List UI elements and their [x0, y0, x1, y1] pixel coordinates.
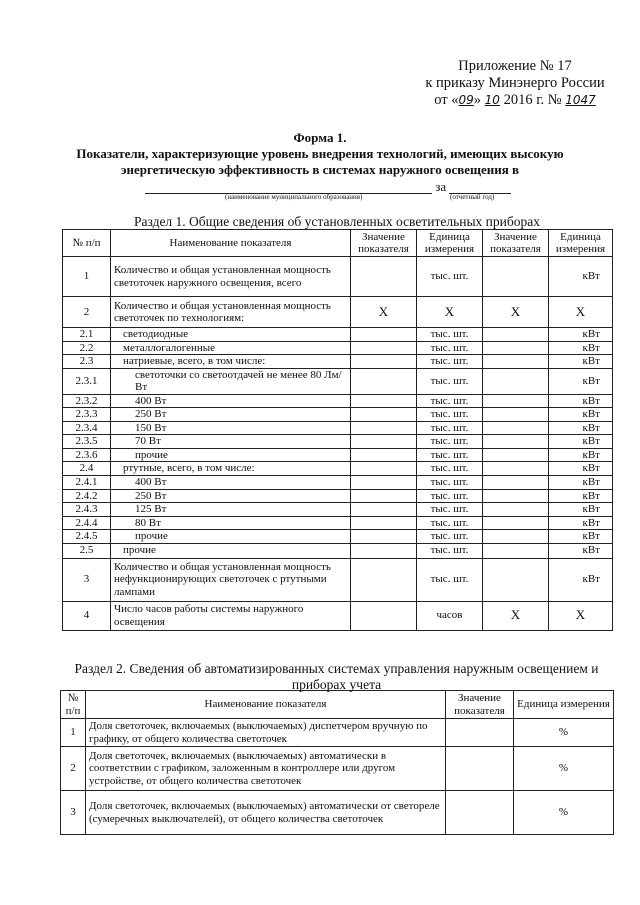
table-row: [61, 747, 614, 791]
row-number: 2.3.2: [63, 394, 111, 408]
row-number: 3: [63, 558, 111, 601]
value-cell-1[interactable]: [351, 355, 417, 369]
form-subtitle-1: Показатели, характеризующие уровень внедрения технологий, имеющих высокую: [76, 146, 564, 161]
unit-cell-1: тыс. шт.: [417, 435, 483, 449]
order-month: 10: [484, 93, 500, 107]
table-row: [63, 601, 613, 630]
row-number: 3: [61, 791, 86, 835]
unit-cell-2: кВт: [549, 448, 613, 462]
value-cell-2[interactable]: [483, 558, 549, 601]
indicator-name: прочие: [111, 530, 351, 544]
table-row: [63, 503, 613, 517]
indicator-name: светодиодные: [111, 328, 351, 342]
unit-cell-2: Х: [549, 297, 613, 328]
value-cell-1[interactable]: [351, 368, 417, 394]
table-row: [63, 368, 613, 394]
value-cell-1: Х: [351, 297, 417, 328]
row-number: 2.3.4: [63, 421, 111, 435]
indicator-name: 400 Вт: [111, 476, 351, 490]
value-cell-2[interactable]: [483, 421, 549, 435]
unit-cell-1: тыс. шт.: [417, 257, 483, 297]
value-cell-2[interactable]: [483, 408, 549, 422]
indicator-name: Доля светоточек, включаемых (выключаемых) диспетчером вручную по графику, от общего количества светоточек: [86, 719, 446, 747]
unit-cell-2: кВт: [549, 394, 613, 408]
unit-cell-1: тыс. шт.: [417, 408, 483, 422]
value-cell-1[interactable]: [351, 503, 417, 517]
row-number: 1: [63, 257, 111, 297]
row-number: 2.5: [63, 543, 111, 558]
indicator-name: светоточки со светоотдачей не менее 80 Лм/Вт: [111, 368, 351, 394]
table-row: [63, 355, 613, 369]
unit-cell-1: тыс. шт.: [417, 394, 483, 408]
value-cell-1[interactable]: [351, 328, 417, 342]
row-number: 2.4.4: [63, 516, 111, 530]
unit-cell-2: кВт: [549, 516, 613, 530]
row-number: 2: [63, 297, 111, 328]
header-num: № п/п: [61, 691, 86, 719]
value-cell-1[interactable]: [351, 435, 417, 449]
appendix-order-date: от «09» 10 2016 г. № 1047: [434, 92, 596, 108]
table-row: [63, 530, 613, 544]
row-number: 2.3.6: [63, 448, 111, 462]
table-row: [61, 791, 614, 835]
header-name: Наименование показателя: [111, 230, 351, 257]
unit-cell-1: тыс. шт.: [417, 462, 483, 476]
table-row: [63, 558, 613, 601]
za-label: за: [435, 179, 447, 194]
unit-cell-2: кВт: [549, 257, 613, 297]
unit-cell-1: тыс. шт.: [417, 530, 483, 544]
indicator-name: Доля светоточек, включаемых (выключаемых) автоматически от светореле (сумеречных выключателей), от общего количества светоточек: [86, 791, 446, 835]
header-name: Наименование показателя: [86, 691, 446, 719]
indicator-name: натриевые, всего, в том числе:: [111, 355, 351, 369]
unit-cell-2: кВт: [549, 489, 613, 503]
row-number: 1: [61, 719, 86, 747]
table-row: [63, 543, 613, 558]
section1-title: Раздел 1. Общие сведения об установленных осветительных приборах: [133, 214, 540, 229]
unit-cell: %: [514, 719, 614, 747]
table-row: [63, 421, 613, 435]
unit-cell-2: кВт: [549, 408, 613, 422]
indicator-name: 400 Вт: [111, 394, 351, 408]
table-row: [63, 341, 613, 355]
indicator-name: металлогалогенные: [111, 341, 351, 355]
table-row: [63, 489, 613, 503]
municipality-caption: (наименование муниципального образования): [225, 193, 363, 201]
value-cell[interactable]: [446, 791, 514, 835]
value-cell[interactable]: [446, 719, 514, 747]
unit-cell-2: кВт: [549, 435, 613, 449]
value-cell-1[interactable]: [351, 257, 417, 297]
unit-cell-1: тыс. шт.: [417, 489, 483, 503]
row-number: 2.4: [63, 462, 111, 476]
value-cell-1[interactable]: [351, 341, 417, 355]
value-cell-1[interactable]: [351, 543, 417, 558]
appendix-order-ref: к приказу Минэнерго России: [425, 75, 605, 91]
table-row: [63, 297, 613, 328]
report-year-caption: (отчетный год): [450, 193, 495, 201]
indicator-name: Количество и общая установленная мощность светоточек по технологиям:: [111, 297, 351, 328]
section2-table: [60, 690, 614, 835]
value-cell-1[interactable]: [351, 448, 417, 462]
value-cell-1[interactable]: [351, 489, 417, 503]
value-cell-1[interactable]: [351, 476, 417, 490]
unit-cell-2: кВт: [549, 328, 613, 342]
indicator-name: 125 Вт: [111, 503, 351, 517]
form-title-block: [70, 130, 570, 178]
unit-cell-2: кВт: [549, 558, 613, 601]
value-cell-2: Х: [483, 601, 549, 630]
unit-cell-2: кВт: [549, 421, 613, 435]
row-number: 2.3.3: [63, 408, 111, 422]
unit-cell-1: Х: [417, 297, 483, 328]
unit-cell-1: тыс. шт.: [417, 448, 483, 462]
value-cell-1[interactable]: [351, 530, 417, 544]
unit-cell-2: кВт: [549, 368, 613, 394]
row-number: 2: [61, 747, 86, 791]
form-subtitle-2: энергетическую эффективность в системах наружного освещения в: [120, 162, 520, 177]
section1-table: [62, 229, 613, 631]
value-cell-2[interactable]: [483, 328, 549, 342]
unit-cell: %: [514, 791, 614, 835]
value-cell-2[interactable]: [483, 448, 549, 462]
table-row: [63, 476, 613, 490]
value-cell-1[interactable]: [351, 421, 417, 435]
indicator-name: Доля светоточек, включаемых (выключаемых) автоматически в соответствии с графиком, заложенным в контроллере или другом устройстве, от общего количества светоточек: [86, 747, 446, 791]
value-cell-2: Х: [483, 297, 549, 328]
table-row: [63, 435, 613, 449]
table-row: [63, 448, 613, 462]
unit-cell-1: тыс. шт.: [417, 543, 483, 558]
indicator-name: 250 Вт: [111, 408, 351, 422]
row-number: 2.4.2: [63, 489, 111, 503]
unit-cell-2: кВт: [549, 462, 613, 476]
table-row: [61, 719, 614, 747]
indicator-name: прочие: [111, 543, 351, 558]
indicator-name: 250 Вт: [111, 489, 351, 503]
indicator-name: Количество и общая установленная мощность нефункционирующих светоточек с ртутными лампами: [111, 558, 351, 601]
row-number: 2.4.1: [63, 476, 111, 490]
value-cell-2[interactable]: [483, 516, 549, 530]
value-cell-2[interactable]: [483, 435, 549, 449]
value-cell-1[interactable]: [351, 408, 417, 422]
unit-cell-2: кВт: [549, 530, 613, 544]
unit-cell-1: тыс. шт.: [417, 503, 483, 517]
table-row: [63, 408, 613, 422]
unit-cell-1: тыс. шт.: [417, 516, 483, 530]
value-cell-2[interactable]: [483, 355, 549, 369]
header-unit-2: Единица измерения: [549, 230, 613, 257]
value-cell-2[interactable]: [483, 503, 549, 517]
value-cell-1[interactable]: [351, 462, 417, 476]
table-row: [63, 462, 613, 476]
value-cell-1[interactable]: [351, 394, 417, 408]
row-number: 2.4.5: [63, 530, 111, 544]
indicator-name: Число часов работы системы наружного освещения: [111, 601, 351, 630]
row-number: 4: [63, 601, 111, 630]
value-cell-2[interactable]: [483, 341, 549, 355]
header-value-2: Значение показателя: [483, 230, 549, 257]
row-number: 2.1: [63, 328, 111, 342]
table-row: [63, 516, 613, 530]
unit-cell-1: тыс. шт.: [417, 368, 483, 394]
row-number: 2.3.1: [63, 368, 111, 394]
appendix-header: [400, 58, 630, 109]
header-num: № п/п: [63, 230, 111, 257]
header-unit: Единица измерения: [514, 691, 614, 719]
value-cell-2[interactable]: [483, 543, 549, 558]
value-cell-1[interactable]: [351, 601, 417, 630]
row-number: 2.4.3: [63, 503, 111, 517]
row-number: 2.3: [63, 355, 111, 369]
row-number: 2.3.5: [63, 435, 111, 449]
indicator-name: 70 Вт: [111, 435, 351, 449]
unit-cell: %: [514, 747, 614, 791]
indicator-name: 80 Вт: [111, 516, 351, 530]
unit-cell-1: тыс. шт.: [417, 341, 483, 355]
indicator-name: ртутные, всего, в том числе:: [111, 462, 351, 476]
unit-cell-1: тыс. шт.: [417, 328, 483, 342]
unit-cell-1: тыс. шт.: [417, 476, 483, 490]
header-value: Значение показателя: [446, 691, 514, 719]
value-cell-2[interactable]: [483, 489, 549, 503]
header-unit-1: Единица измерения: [417, 230, 483, 257]
unit-cell-2: кВт: [549, 341, 613, 355]
unit-cell-2: кВт: [549, 355, 613, 369]
row-number: 2.2: [63, 341, 111, 355]
order-number: 1047: [565, 93, 596, 107]
table-row: [63, 328, 613, 342]
appendix-number: Приложение № 17: [458, 58, 572, 74]
value-cell-2[interactable]: [483, 394, 549, 408]
value-cell-2[interactable]: [483, 530, 549, 544]
value-cell-2[interactable]: [483, 368, 549, 394]
unit-cell-2: кВт: [549, 503, 613, 517]
unit-cell-1: тыс. шт.: [417, 421, 483, 435]
unit-cell-2: кВт: [549, 543, 613, 558]
value-cell-2[interactable]: [483, 257, 549, 297]
value-cell-2[interactable]: [483, 462, 549, 476]
unit-cell-2: Х: [549, 601, 613, 630]
value-cell-2[interactable]: [483, 476, 549, 490]
indicator-name: Количество и общая установленная мощность светоточек наружного освещения, всего: [111, 257, 351, 297]
header-value-1: Значение показателя: [351, 230, 417, 257]
table-row: [63, 394, 613, 408]
section2-title: Раздел 2. Сведения об автоматизированных системах управления наружным освещением и приборах учета: [74, 661, 599, 692]
unit-cell-1: тыс. шт.: [417, 355, 483, 369]
order-day: 09: [458, 93, 474, 107]
table-row: [63, 257, 613, 297]
unit-cell-2: кВт: [549, 476, 613, 490]
form-title: Форма 1.: [293, 130, 347, 145]
indicator-name: прочие: [111, 448, 351, 462]
value-cell-1[interactable]: [351, 558, 417, 601]
unit-cell-1: часов: [417, 601, 483, 630]
municipality-year-line: [145, 180, 511, 194]
unit-cell-1: тыс. шт.: [417, 558, 483, 601]
value-cell-1[interactable]: [351, 516, 417, 530]
indicator-name: 150 Вт: [111, 421, 351, 435]
value-cell[interactable]: [446, 747, 514, 791]
